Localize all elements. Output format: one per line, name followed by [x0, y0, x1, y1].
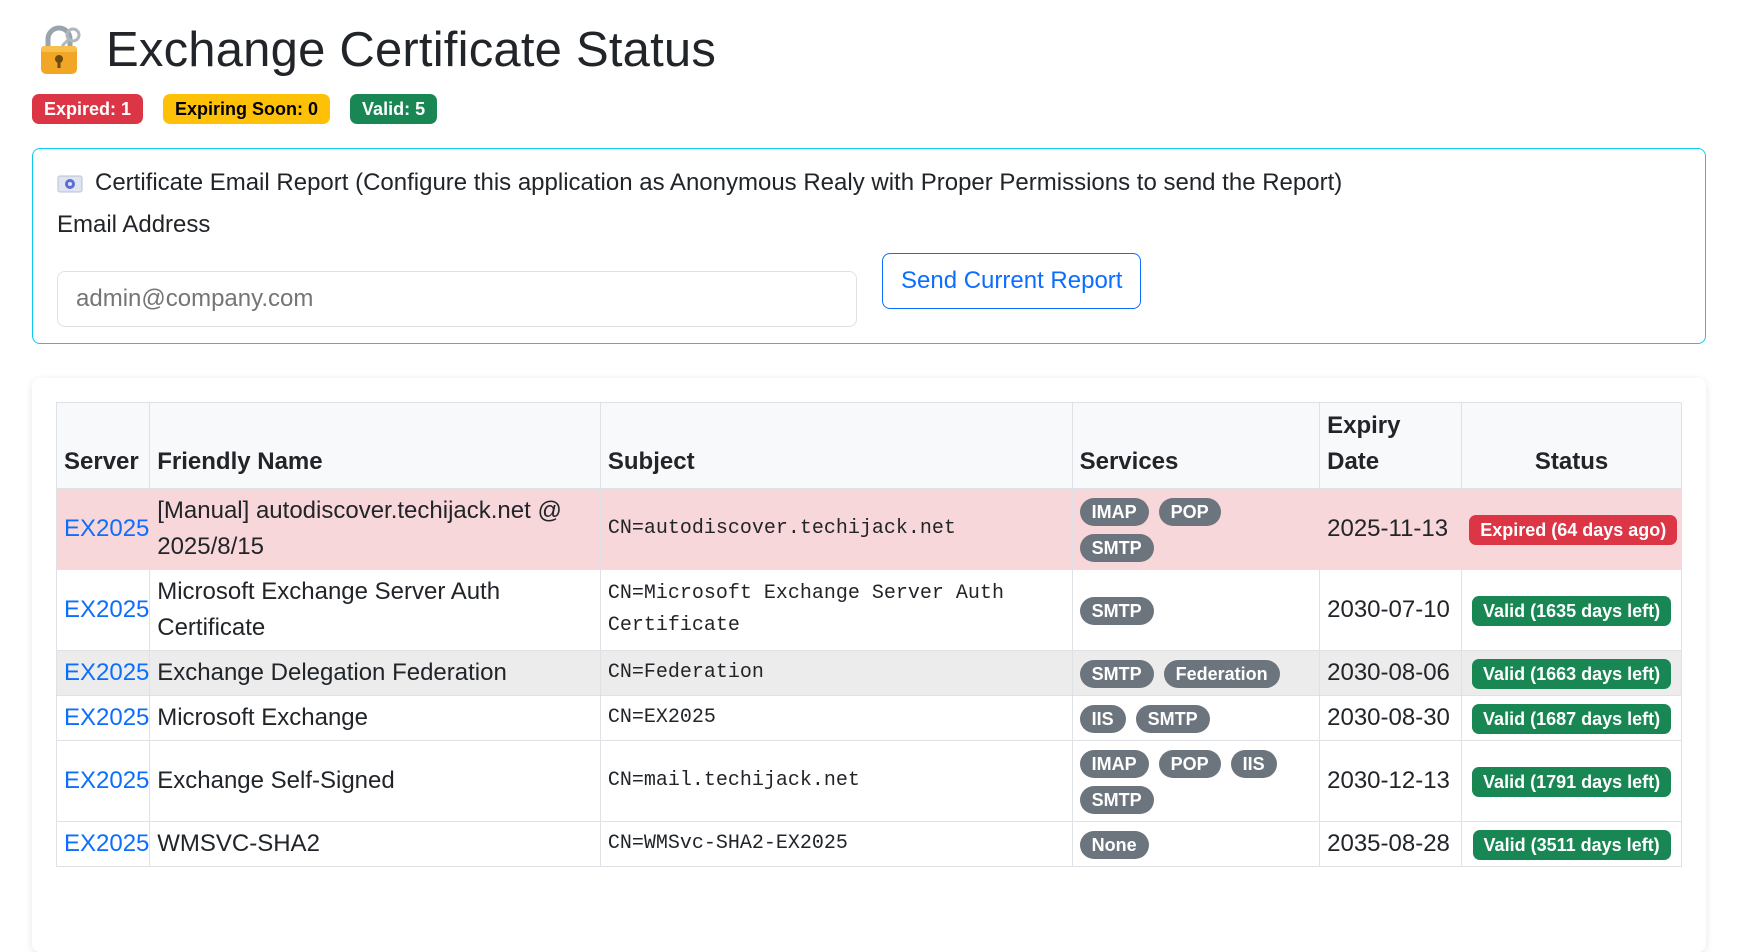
server-cell [57, 651, 150, 696]
service-badge: SMTP [1080, 660, 1154, 688]
friendly-name-cell: Exchange Delegation Federation [150, 651, 601, 696]
subject-cell: CN=Microsoft Exchange Server Auth Certificate [600, 570, 1072, 651]
expiry-date-cell: 2030-08-30 [1320, 696, 1462, 741]
lock-with-key-icon [32, 23, 86, 77]
friendly-name-cell: WMSVC-SHA2 [150, 822, 601, 867]
status-badge: Valid (1687 days left) [1472, 704, 1671, 734]
status-badge: Valid (1663 days left) [1472, 659, 1671, 689]
friendly-name-cell: Exchange Self-Signed [150, 741, 601, 822]
subject-cell: CN=autodiscover.techijack.net [600, 489, 1072, 570]
subject-cell: CN=EX2025 [600, 696, 1072, 741]
friendly-name-cell: Microsoft Exchange [150, 696, 601, 741]
status-badge: Valid (3511 days left) [1473, 830, 1671, 860]
service-badge: SMTP [1136, 705, 1210, 733]
service-badge: IMAP [1080, 498, 1149, 526]
status-badge: Expired (64 days ago) [1469, 515, 1677, 545]
services-cell [1072, 489, 1320, 570]
status-cell [1462, 651, 1682, 696]
service-badge: SMTP [1080, 534, 1154, 562]
email-address-label: Email Address [57, 211, 211, 238]
service-badge: SMTP [1080, 597, 1154, 625]
table-row [57, 822, 1682, 867]
email-report-heading-text: Certificate Email Report (Configure this application as Anonymous Realy with Proper Permissions to send the Report) [95, 169, 1343, 196]
table-row [57, 741, 1682, 822]
service-badge: IIS [1080, 705, 1126, 733]
table-row [57, 696, 1682, 741]
summary-badges [32, 94, 1708, 124]
subject-cell: CN=Federation [600, 651, 1072, 696]
server-link[interactable]: EX2025 [64, 515, 150, 542]
server-cell [57, 489, 150, 570]
service-badge: POP [1159, 750, 1221, 778]
service-badge: IMAP [1080, 750, 1149, 778]
expiry-date-cell: 2030-07-10 [1320, 570, 1462, 651]
column-header-services[interactable]: Services [1072, 403, 1320, 489]
status-cell [1462, 489, 1682, 570]
server-link[interactable]: EX2025 [64, 830, 150, 857]
email-report-card [32, 148, 1706, 344]
column-header-status[interactable]: Status [1462, 403, 1682, 489]
status-cell [1462, 696, 1682, 741]
certificate-table-card [32, 378, 1706, 952]
service-badge: SMTP [1080, 786, 1154, 814]
table-header-row [57, 403, 1682, 489]
status-cell [1462, 741, 1682, 822]
column-header-server[interactable]: Server [57, 403, 150, 489]
table-row [57, 570, 1682, 651]
expiring-soon-count-badge: Expiring Soon: 0 [163, 94, 330, 124]
server-cell [57, 741, 150, 822]
status-badge: Valid (1635 days left) [1472, 596, 1671, 626]
server-cell [57, 570, 150, 651]
expiry-date-cell: 2030-08-06 [1320, 651, 1462, 696]
services-cell [1072, 570, 1320, 651]
server-cell [57, 822, 150, 867]
server-link[interactable]: EX2025 [64, 704, 150, 731]
service-badge: Federation [1164, 660, 1280, 688]
certificate-table [56, 402, 1682, 867]
service-badge: POP [1159, 498, 1221, 526]
services-cell [1072, 822, 1320, 867]
column-header-friendly-name[interactable]: Friendly Name [150, 403, 601, 489]
envelope-icon [57, 173, 83, 193]
column-header-expiry-date[interactable]: Expiry Date [1320, 403, 1462, 489]
services-cell [1072, 741, 1320, 822]
services-cell [1072, 651, 1320, 696]
expired-count-badge: Expired: 1 [32, 94, 143, 124]
subject-cell: CN=mail.techijack.net [600, 741, 1072, 822]
status-cell [1462, 822, 1682, 867]
column-header-subject[interactable]: Subject [600, 403, 1072, 489]
services-cell [1072, 696, 1320, 741]
expiry-date-cell: 2030-12-13 [1320, 741, 1462, 822]
email-address-input[interactable] [57, 271, 857, 327]
service-badge: None [1080, 831, 1149, 859]
friendly-name-cell: [Manual] autodiscover.techijack.net @ 2025/8/15 [150, 489, 601, 570]
server-cell [57, 696, 150, 741]
page-title: Exchange Certificate Status [106, 23, 717, 77]
friendly-name-cell: Microsoft Exchange Server Auth Certificate [150, 570, 601, 651]
send-current-report-button[interactable]: Send Current Report [882, 253, 1141, 309]
server-link[interactable]: EX2025 [64, 596, 150, 623]
status-cell [1462, 570, 1682, 651]
valid-count-badge: Valid: 5 [350, 94, 437, 124]
title-row [32, 14, 1708, 86]
subject-cell: CN=WMSvc-SHA2-EX2025 [600, 822, 1072, 867]
expiry-date-cell: 2035-08-28 [1320, 822, 1462, 867]
table-row [57, 489, 1682, 570]
service-badge: IIS [1231, 750, 1277, 778]
status-badge: Valid (1791 days left) [1472, 767, 1671, 797]
server-link[interactable]: EX2025 [64, 659, 150, 686]
email-report-heading [57, 169, 1681, 197]
expiry-date-cell: 2025-11-13 [1320, 489, 1462, 570]
email-row [57, 253, 1681, 327]
server-link[interactable]: EX2025 [64, 767, 150, 794]
table-row [57, 651, 1682, 696]
